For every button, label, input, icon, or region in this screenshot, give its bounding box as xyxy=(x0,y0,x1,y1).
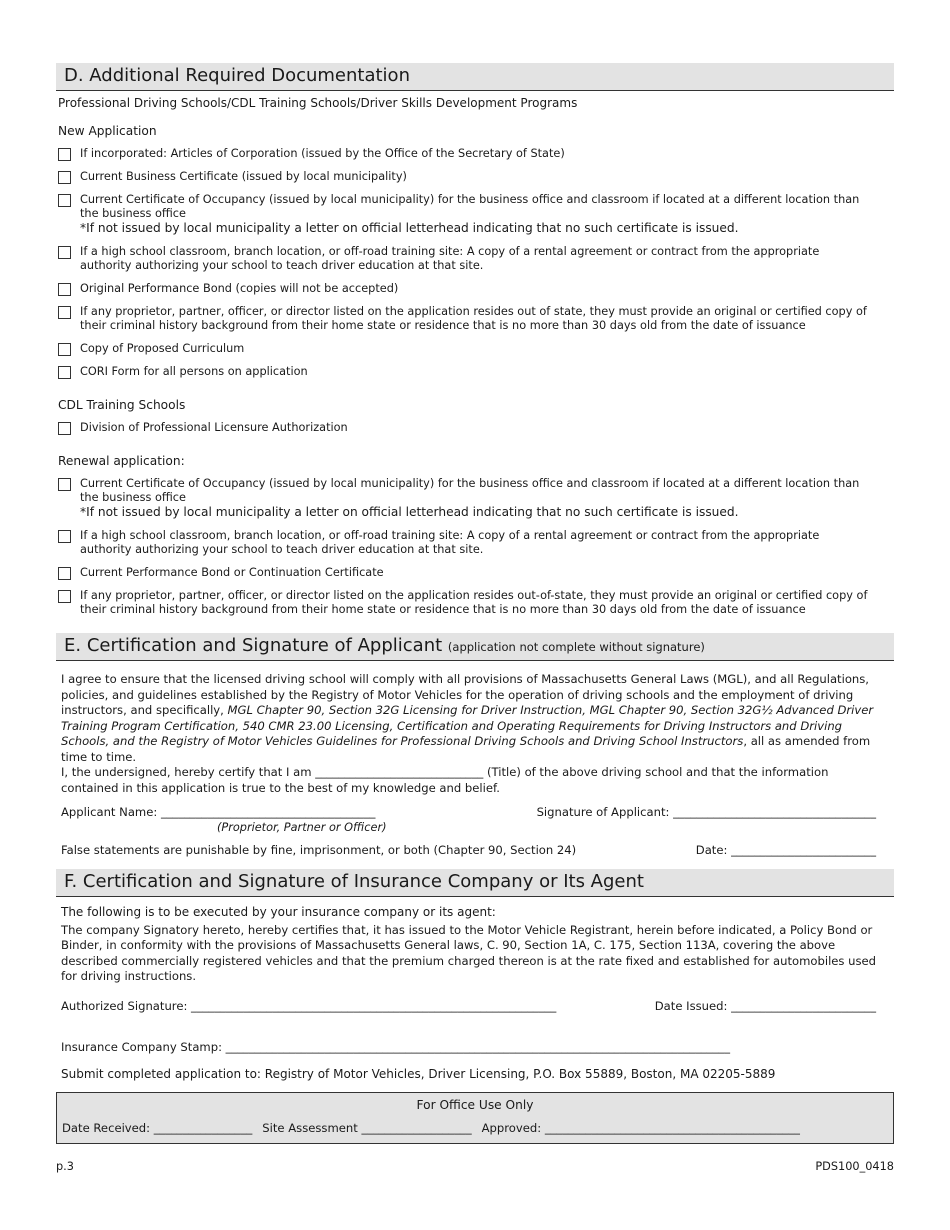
checkbox[interactable] xyxy=(58,567,71,580)
date-received-field[interactable]: Date Received: _________________ xyxy=(62,1121,253,1135)
section-d-subtitle: Professional Driving Schools/CDL Training Schools/Driver Skills Development Programs xyxy=(58,96,578,110)
section-e-title: E. Certification and Signature of Applicant xyxy=(64,635,443,656)
checklist-item[interactable]: If any proprietor, partner, officer, or director listed on the application resides out-of-state, they must provide an original or certified copy of their criminal history background from their home state or residence that is no more than 30 days old from the date of issuance xyxy=(58,589,894,617)
insurance-paragraph: The company Signatory hereto, hereby certifies that, it has issued to the Motor Vehicle Registrant, herein before indicated, a Policy Bond or Binder, in conformity with the provisions of Massachusetts General laws, C. 90, Section 1A, C. 175, Section 113A, covering the above described commercially registered vehicles and that the premium charged thereon is at the rate fixed and established for automobiles used for driving instructions. xyxy=(61,922,877,983)
checkbox[interactable] xyxy=(58,590,71,603)
section-e-note: (application not complete without signature) xyxy=(447,640,705,654)
cdl-label: CDL Training Schools xyxy=(58,398,186,412)
checklist-item[interactable]: Current Certificate of Occupancy (issued by local municipality) for the business office and classroom if located at a different location than the business office *If not issued by local municipality a letter on official letterhead indicating that no such certificate is issued. xyxy=(58,477,894,520)
approved-field[interactable]: Approved: ____________________________________________ xyxy=(481,1121,800,1135)
office-use-box xyxy=(56,1092,894,1144)
insurance-stamp-field[interactable]: Insurance Company Stamp: _______________________________________________________________________________________ xyxy=(61,1039,730,1054)
authorized-signature-row xyxy=(61,999,876,1013)
checklist-item[interactable]: If any proprietor, partner, officer, or director listed on the application resides out of state, they must provide an original or certified copy of their criminal history background from their home state or residence that is no more than 30 days old from the date of issuance xyxy=(58,305,894,333)
office-use-row xyxy=(62,1121,893,1135)
checkbox[interactable] xyxy=(58,343,71,356)
form-id: PDS100_0418 xyxy=(815,1160,894,1173)
new-application-label: New Application xyxy=(58,124,157,138)
checkbox[interactable] xyxy=(58,246,71,259)
date-issued-field[interactable]: Date Issued: _________________________ xyxy=(654,998,876,1013)
stamp-row xyxy=(61,1040,876,1054)
checkbox[interactable] xyxy=(58,366,71,379)
applicant-name-caption: (Proprietor, Partner or Officer) xyxy=(217,821,387,834)
insurance-intro: The following is to be executed by your insurance company or its agent: xyxy=(61,905,496,919)
date-field[interactable]: Date: _________________________ xyxy=(695,843,876,857)
occupancy-note: *If not issued by local municipality a letter on official letterhead indicating that no such certificate is issued. xyxy=(80,221,739,235)
section-d-header xyxy=(56,63,894,91)
checkbox[interactable] xyxy=(58,171,71,184)
occupancy-note: *If not issued by local municipality a letter on official letterhead indicating that no such certificate is issued. xyxy=(80,505,739,519)
section-f-header xyxy=(56,869,894,897)
renewal-label: Renewal application: xyxy=(58,454,185,468)
office-use-title: For Office Use Only xyxy=(416,1098,534,1112)
checkbox[interactable] xyxy=(58,194,71,207)
authorized-signature-field[interactable]: Authorized Signature: _______________________________________________________________ xyxy=(61,998,557,1013)
checkbox[interactable] xyxy=(58,530,71,543)
section-e-header xyxy=(56,633,894,661)
applicant-signature-field[interactable]: Signature of Applicant: ___________________________________ xyxy=(536,805,876,819)
applicant-name-field[interactable]: Applicant Name: _____________________________________ xyxy=(61,805,376,819)
checklist-item[interactable]: Current Performance Bond or Continuation Certificate xyxy=(58,566,894,580)
checklist-item[interactable]: If a high school classroom, branch location, or off-road training site: A copy of a rental agreement or contract from the appropriate authority authorizing your school to teach driver education at that site. xyxy=(58,245,894,273)
agreement-paragraph: I agree to ensure that the licensed driving school will comply with all provisions of Massachusetts General Laws (MGL), and all Regulations, policies, and guidelines established by the Registry of Motor Vehicles for the operation of driving schools and the employment of driving instructors, and specifically, MGL Chapter 90, Section 32G Licensing for Driver Instruction, MGL Chapter 90, Section 32G½ Advanced Driver Training Program Certification, 540 CMR 23.00 Licensing, Certification and Operating Requirements for Driving Instructors and Driving Schools, and the Registry of Motor Vehicles Guidelines for Professional Driving Schools and Driving School Instructors, all as amended from time to time. xyxy=(61,672,874,764)
checklist-item[interactable]: If a high school classroom, branch location, or off-road training site: A copy of a rental agreement or contract from the appropriate authority authorizing your school to teach driver education at that site. xyxy=(58,529,894,557)
section-f-title: F. Certification and Signature of Insurance Company or Its Agent xyxy=(64,871,644,892)
checklist-item[interactable]: If incorporated: Articles of Corporation (issued by the Office of the Secretary of State) xyxy=(58,147,894,161)
checkbox[interactable] xyxy=(58,306,71,319)
false-statement-text: False statements are punishable by fine, imprisonment, or both (Chapter 90, Section 24) xyxy=(61,843,577,857)
applicant-signature-row xyxy=(61,805,876,819)
site-assessment-field[interactable]: Site Assessment ___________________ xyxy=(262,1121,472,1135)
checklist-item[interactable]: Original Performance Bond (copies will not be accepted) xyxy=(58,282,894,296)
checkbox[interactable] xyxy=(58,478,71,491)
checklist-item[interactable]: Current Business Certificate (issued by local municipality) xyxy=(58,170,894,184)
checklist-item[interactable]: Copy of Proposed Curriculum xyxy=(58,342,894,356)
page-number: p.3 xyxy=(56,1160,74,1173)
certify-paragraph: I, the undersigned, hereby certify that I am _____________________________ (Title) of the above driving school and that the information contained in this application is true to the best of my knowledge and belief. xyxy=(61,765,829,795)
checklist-item[interactable]: CORI Form for all persons on application xyxy=(58,365,894,379)
checkbox[interactable] xyxy=(58,148,71,161)
section-d-title: D. Additional Required Documentation xyxy=(64,65,410,86)
checkbox[interactable] xyxy=(58,422,71,435)
checklist-item[interactable]: Division of Professional Licensure Authorization xyxy=(58,421,894,435)
submit-address: Submit completed application to: Registry of Motor Vehicles, Driver Licensing, P.O. Box 55889, Boston, MA 02205-5889 xyxy=(61,1066,776,1081)
checkbox[interactable] xyxy=(58,283,71,296)
false-statement-row xyxy=(61,843,876,857)
form-page xyxy=(56,63,894,1144)
checklist-item[interactable]: Current Certificate of Occupancy (issued by local municipality) for the business office and classroom if located at a different location than the business office *If not issued by local municipality a letter on official letterhead indicating that no such certificate is issued. xyxy=(58,193,894,236)
